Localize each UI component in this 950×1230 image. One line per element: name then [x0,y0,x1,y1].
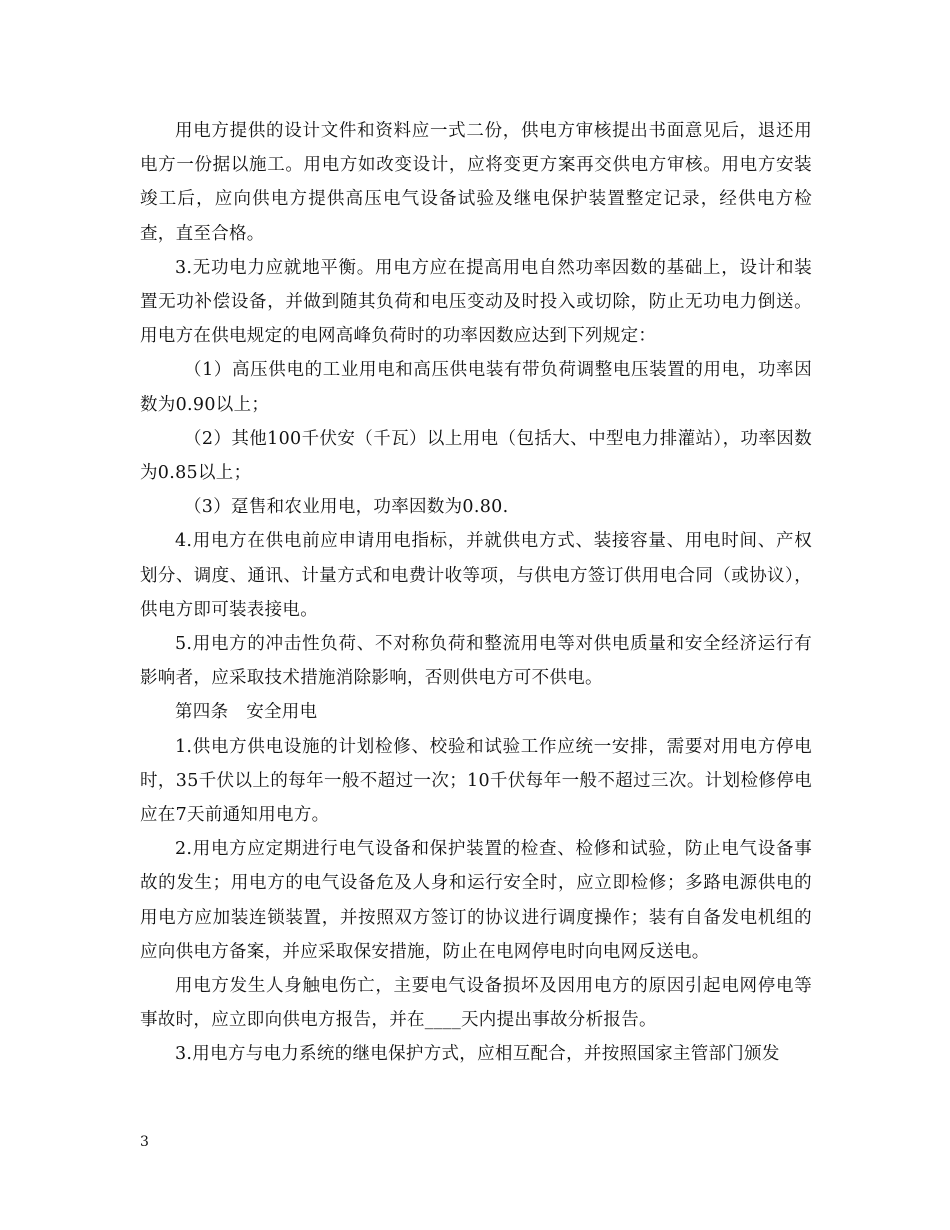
paragraph-power-factor-2: （2）其他100千伏安（千瓦）以上用电（包括大、中型电力排灌站），功率因数为0.85以上； [140,428,812,484]
paragraph-power-factor-1: （1）高压供电的工业用电和高压供电装有带负荷调整电压装置的用电，功率因数为0.90以上； [140,360,812,415]
paragraph-accident-report: 用电方发生人身触电伤亡，主要电气设备损坏及因用电方的原因引起电网停电等事故时，应立即向供电方报告，并在____天内提出事故分析报告。 [140,976,812,1031]
paragraph-power-factor-3: （3）趸售和农业用电，功率因数为0.80. [184,497,509,518]
section-heading-article-4: 第四条 安全用电 [175,702,318,723]
document-body [140,114,812,1072]
page-number: 3 [140,1134,149,1150]
paragraph-reactive-power: 3.无功电力应就地平衡。用电方应在提高用电自然功率因数的基础上，设计和装置无功补偿设备，并做到随其负荷和电压变动及时投入或切除，防止无功电力倒送。用电方在供电规定的电网高峰负荷时的功率因数应达到下列规定： [140,257,812,347]
paragraph-relay-protection: 3.用电方与电力系统的继电保护方式，应相互配合，并按照国家主管部门颁发 [175,1044,780,1065]
paragraph-power-application: 4.用电方在供电前应申请用电指标，并就供电方式、装接容量、用电时间、产权划分、调度、通讯、计量方式和电费计收等项，与供电方签订供用电合同（或协议），供电方即可装表接电。 [140,531,812,620]
paragraph-maintenance-schedule: 1.供电方供电设施的计划检修、校验和试验工作应统一安排，需要对用电方停电时，35千伏以上的每年一般不超过一次；10千伏每年一般不超过三次。计划检修停电应在7天前通知用电方。 [140,736,812,826]
paragraph-design-files: 用电方提供的设计文件和资料应一式二份，供电方审核提出书面意见后，退还用电方一份据以施工。用电方如改变设计，应将变更方案再交供电方审核。用电方安装竣工后，应向供电方提供高压电气设备试验及继电保护装置整定记录，经供电方检查，直至合格。 [140,121,812,244]
paragraph-impact-load: 5.用电方的冲击性负荷、不对称负荷和整流用电等对供电质量和安全经济运行有影响者，应采取技术措施消除影响，否则供电方可不供电。 [140,634,812,689]
paragraph-equipment-inspection: 2.用电方应定期进行电气设备和保护装置的检查、检修和试验，防止电气设备事故的发生；用电方的电气设备危及人身和运行安全时，应立即检修；多路电源供电的用电方应加装连锁装置，并按照双方签订的协议进行调度操作；装有自备发电机组的应向供电方备案，并应采取保安措施，防止在电网停电时向电网反送电。 [140,839,812,962]
